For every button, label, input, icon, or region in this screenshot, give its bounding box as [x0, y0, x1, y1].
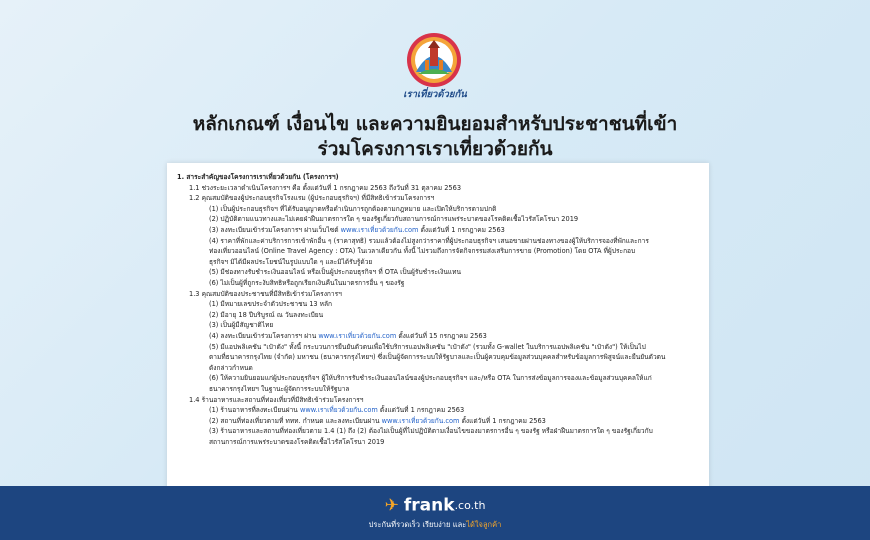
document-line-text: ดังกล่าวกำหนด — [209, 363, 253, 372]
document-line-text: สถานการณ์การแพร่ระบาดของโรคติดเชื้อไวรัสโคโรนา 2019 — [209, 438, 385, 446]
document-line-text: (2) สถานที่ท่องเที่ยวตามที่ ททท. กำหนด และลงทะเบียนผ่าน — [209, 416, 380, 425]
document-line — [209, 320, 703, 330]
document-line-text: (1) มีหมายเลขประจำตัวประชาชน 13 หลัก — [209, 300, 333, 309]
document-line-text: 1.3 คุณสมบัติของประชาชนที่มีสิทธิเข้าร่วมโครงการฯ — [189, 289, 342, 298]
document-line — [209, 384, 703, 394]
document-line-suffix: ตั้งแต่วันที่ 15 กรกฎาคม 2563 — [398, 332, 487, 340]
document-line — [209, 214, 703, 224]
page-title-line-1: หลักเกณฑ์ เงื่อนไข และความยินยอมสำหรับประชาชนที่เข้า — [192, 113, 678, 135]
document-line-text: ธุรกิจฯ มิได้มีผลประโยชน์ในรูปแบบใด ๆ และมิได้รับรู้ด้วย — [209, 257, 373, 266]
frank-brand[interactable] — [0, 495, 870, 516]
document-line — [209, 204, 703, 214]
terms-document — [167, 163, 709, 493]
footer-tagline — [0, 519, 870, 531]
document-line — [177, 172, 703, 182]
document-line — [209, 342, 703, 352]
document-line-text: (1) ร้านอาหารที่ลงทะเบียนผ่าน — [209, 406, 298, 415]
document-line-suffix: ตั้งแต่วันที่ 1 กรกฎาคม 2563 — [379, 406, 465, 415]
document-line-text: (6) ไม่เป็นผู้ที่ถูกระงับสิทธิหรือถูกเรียกเงินคืนในมาตรการอื่น ๆ ของรัฐ — [209, 279, 405, 287]
document-line — [209, 331, 703, 341]
document-line-text: 1.2 คุณสมบัติของผู้ประกอบธุรกิจโรงแรม (ผู้ประกอบธุรกิจฯ) ที่มีสิทธิเข้าร่วมโครงการฯ — [189, 194, 435, 203]
document-line — [209, 257, 703, 267]
document-line-text: (4) ราคาที่พักและค่าบริการการเข้าพักอื่น ๆ (ราคาสุทธิ) รวมแล้วต้องไม่สูงกว่าราคาที่ผู้ประกอบธุรกิจฯ เสนอขายผ่านช่องทางของผู้ให้บริการจองที่พักและการ — [209, 236, 649, 245]
document-line — [209, 278, 703, 288]
document-line — [209, 246, 703, 256]
logo-text: เราเที่ยวด้วยกัน — [403, 89, 467, 100]
document-line-text: (2) ปฏิบัติตามแนวทางและไม่เคยฝ่าฝืนมาตรการใด ๆ ของรัฐเกี่ยวกับสถานการณ์การแพร่ระบาดของโรคติดเชื้อไวรัสโคโรนา 2019 — [209, 215, 579, 224]
document-line-text: (1) เป็นผู้ประกอบธุรกิจฯ ที่ได้รับอนุญาตหรือดำเนินการถูกต้องตามกฎหมาย และเปิดให้บริการตามปกติ — [209, 204, 497, 213]
document-line — [209, 299, 703, 309]
document-line — [189, 183, 703, 193]
brand-domain: .co.th — [454, 499, 486, 512]
document-line — [209, 267, 703, 277]
website-link[interactable]: www.เราเที่ยวด้วยกัน.com — [381, 416, 460, 425]
document-line-text: (3) ร้านอาหารและสถานที่ท่องเที่ยวตาม 1.4 (1) ถึง (2) ต้องไม่เป็นผู้ที่ไม่ปฏิบัติตามเงื่อนไขของมาตรการอื่น ๆ ของรัฐ หรือฝ่าฝืนมาตรการใด ๆ ของรัฐเกี่ยวกับ — [209, 427, 653, 436]
footer-bar — [0, 486, 870, 540]
document-line-text: 1. สาระสำคัญของโครงการเราเที่ยวด้วยกัน (โครงการฯ) — [177, 173, 339, 181]
page-title-line-2: ร่วมโครงการเราเที่ยวด้วยกัน — [317, 138, 553, 160]
document-line — [209, 373, 703, 383]
website-link[interactable]: www.เราเที่ยวด้วยกัน.com — [299, 406, 378, 415]
document-line-text: 1.1 ช่วงระยะเวลาดำเนินโครงการฯ คือ ตั้งแต่วันที่ 1 กรกฎาคม 2563 ถึงวันที่ 31 ตุลาคม 2563 — [189, 183, 462, 192]
document-line — [209, 437, 703, 447]
page-title — [0, 112, 870, 162]
document-line — [209, 416, 703, 426]
tagline-part-a: ประกันที่รวดเร็ว เรียบง่าย และ — [368, 520, 467, 529]
website-link[interactable]: www.เราเที่ยวด้วยกัน.com — [318, 332, 397, 340]
document-line-text: ตามที่ธนาคารกรุงไทย (จำกัด) มหาชน (ธนาคารกรุงไทยฯ) ซึ่งเป็นผู้จัดการระบบให้รัฐบาลและเป็นผู้ควบคุมข้อมูลส่วนบุคคลสำหรับข้อมูลการพิสูจน์และยืนยันตัวตน — [209, 353, 666, 362]
brand-name: frank — [403, 495, 455, 516]
document-line-text: (5) มีช่องทางรับชำระเงินออนไลน์ หรือเป็นผู้ประกอบธุรกิจฯ ที่ OTA เป็นผู้รับชำระเงินแทน — [209, 268, 461, 277]
document-line-suffix: ตั้งแต่วันที่ 1 กรกฎาคม 2563 — [420, 226, 505, 234]
document-line — [209, 225, 703, 235]
document-line — [209, 310, 703, 320]
website-link[interactable]: www.เราเที่ยวด้วยกัน.com — [340, 226, 419, 234]
document-line-suffix: ตั้งแต่วันที่ 1 กรกฎาคม 2563 — [461, 416, 546, 425]
document-line — [209, 236, 703, 246]
document-line — [189, 193, 703, 203]
document-line — [189, 289, 703, 299]
document-line-text: (2) มีอายุ 18 ปีบริบูรณ์ ณ วันลงทะเบียน — [209, 310, 324, 319]
document-line-text: (4) ลงทะเบียนเข้าร่วมโครงการฯ ผ่าน — [209, 332, 317, 340]
document-line-text: ธนาคารกรุงไทยฯ ในฐานะผู้จัดการระบบให้รัฐบาล — [209, 385, 350, 393]
document-line — [209, 363, 703, 373]
document-line-text: 1.4 ร้านอาหารและสถานที่ท่องเที่ยวที่มีสิทธิเข้าร่วมโครงการฯ — [189, 395, 364, 404]
document-line-text: (6) ให้ความยินยอมแก่ผู้ประกอบธุรกิจฯ ผู้ให้บริการรับชำระเงินออนไลน์ของผู้ประกอบธุรกิจฯ และ/หรือ OTA ในการส่งข้อมูลการจองและข้อมูลส่วนบุคคลให้แก่ — [209, 374, 652, 383]
document-line-text: (3) ลงทะเบียนเข้าร่วมโครงการฯ ผ่านเว็บไซต์ — [209, 226, 339, 234]
document-line — [189, 395, 703, 405]
document-line-text: ท่องเที่ยวออนไลน์ (Online Travel Agency : OTA) ในเวลาเดียวกัน ทั้งนี้ ไม่รวมถึงการจัดกิจกรรมส่งเสริมการขาย (Promotion) โดย OTA ที่ผู้ประกอบ — [209, 247, 636, 256]
document-line — [209, 405, 703, 415]
document-line-text: (5) มีแอปพลิเคชัน "เป๋าตัง" ทั้งนี้ กระบวนการยืนยันตัวตนเพื่อใช้บริการแอปพลิเคชัน "เป๋าตัง" (รวมทั้ง G-wallet ในบริการแอปพลิเคชัน "เป๋าตัง") ให้เป็นไป — [209, 342, 646, 351]
document-line-text: (3) เป็นผู้มีสัญชาติไทย — [209, 321, 274, 330]
tagline-part-b: ได้ใจลูกค้า — [466, 520, 502, 529]
document-line — [209, 426, 703, 436]
frank-plane-icon: ✈ — [384, 495, 399, 516]
document-line — [209, 352, 703, 362]
